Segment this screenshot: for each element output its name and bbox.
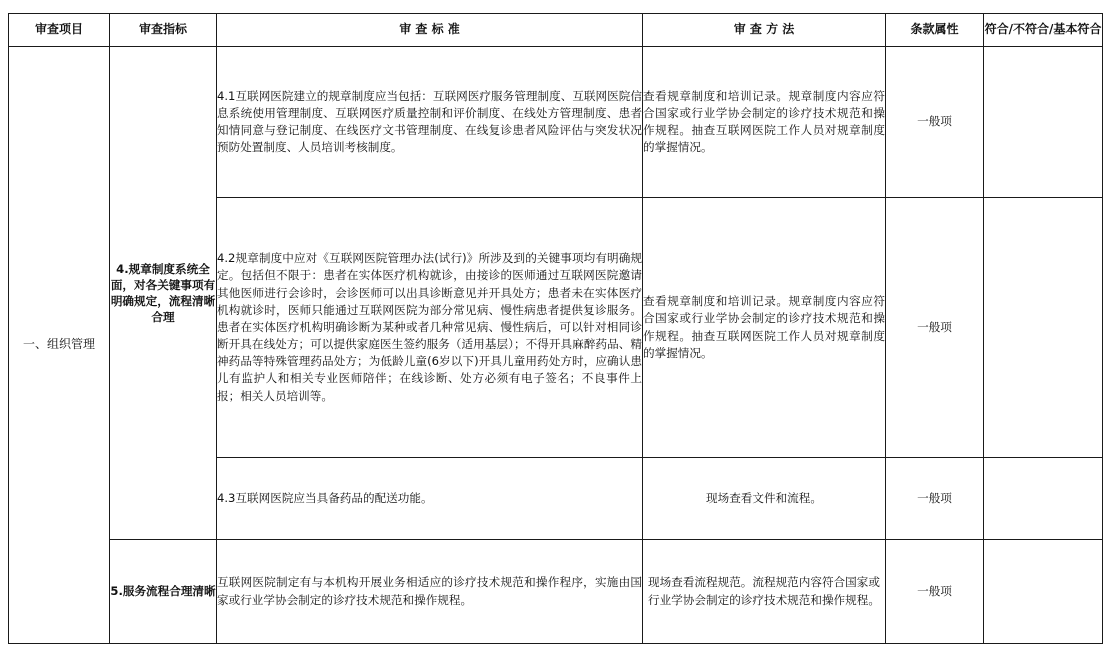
header-standard: 审 查 标 准 bbox=[217, 14, 643, 47]
attribute-cell: 一般项 bbox=[886, 47, 984, 198]
indicator-cell: 5.服务流程合理清晰 bbox=[110, 540, 217, 644]
audit-standards-table bbox=[8, 13, 1103, 644]
header-result: 符合/不符合/基本符合 bbox=[984, 14, 1103, 47]
result-cell[interactable] bbox=[984, 47, 1103, 198]
standard-cell: 互联网医院制定有与本机构开展业务相适应的诊疗技术规范和操作程序，实施由国家或行业学协会制定的诊疗技术规范和操作规程。 bbox=[217, 540, 643, 644]
method-cell: 查看规章制度和培训记录。规章制度内容应符合国家或行业学协会制定的诊疗技术规范和操作规程。抽查互联网医院工作人员对规章制度的掌握情况。 bbox=[643, 198, 886, 458]
method-cell: 查看规章制度和培训记录。规章制度内容应符合国家或行业学协会制定的诊疗技术规范和操作规程。抽查互联网医院工作人员对规章制度的掌握情况。 bbox=[643, 47, 886, 198]
table-row bbox=[9, 47, 1103, 198]
attribute-cell: 一般项 bbox=[886, 458, 984, 540]
header-indicator: 审查指标 bbox=[110, 14, 217, 47]
attribute-cell: 一般项 bbox=[886, 540, 984, 644]
result-cell[interactable] bbox=[984, 540, 1103, 644]
result-cell[interactable] bbox=[984, 458, 1103, 540]
header-attribute: 条款属性 bbox=[886, 14, 984, 47]
attribute-cell: 一般项 bbox=[886, 198, 984, 458]
table-row bbox=[9, 540, 1103, 644]
table-header-row bbox=[9, 14, 1103, 47]
project-cell: 一、组织管理 bbox=[9, 47, 110, 644]
indicator-cell: 4.规章制度系统全面，对各关键事项有明确规定，流程清晰合理 bbox=[110, 47, 217, 540]
header-project: 审查项目 bbox=[9, 14, 110, 47]
standard-cell: 4.1互联网医院建立的规章制度应当包括：互联网医疗服务管理制度、互联网医院信息系统使用管理制度、互联网医疗质量控制和评价制度、在线处方管理制度、患者知情同意与登记制度、在线医疗文书管理制度、在线复诊患者风险评估与突发状况预防处置制度、人员培训考核制度。 bbox=[217, 47, 643, 198]
standard-cell: 4.2规章制度中应对《互联网医院管理办法(试行)》所涉及到的关键事项均有明确规定。包括但不限于：患者在实体医疗机构就诊，由接诊的医师通过互联网医院邀请其他医师进行会诊时，会诊医师可以出具诊断意见并开具处方；患者未在实体医疗机构就诊时，医师只能通过互联网医院为部分常见病、慢性病患者提供复诊服务。患者在实体医疗机构明确诊断为某种或者几种常见病、慢性病后，可以针对相同诊断开具在线处方；可以提供家庭医生签约服务（适用基层）；不得开具麻醉药品、精神药品等特殊管理药品处方；为低龄儿童(6岁以下)开具儿童用药处方时，应确认患儿有监护人和相关专业医师陪伴；在线诊断、处方必须有电子签名；不良事件上报；相关人员培训等。 bbox=[217, 198, 643, 458]
method-cell: 现场查看流程规范。流程规范内容符合国家或行业学协会制定的诊疗技术规范和操作规程。 bbox=[643, 540, 886, 644]
header-method: 审 查 方 法 bbox=[643, 14, 886, 47]
result-cell[interactable] bbox=[984, 198, 1103, 458]
method-cell: 现场查看文件和流程。 bbox=[643, 458, 886, 540]
standard-cell: 4.3互联网医院应当具备药品的配送功能。 bbox=[217, 458, 643, 540]
